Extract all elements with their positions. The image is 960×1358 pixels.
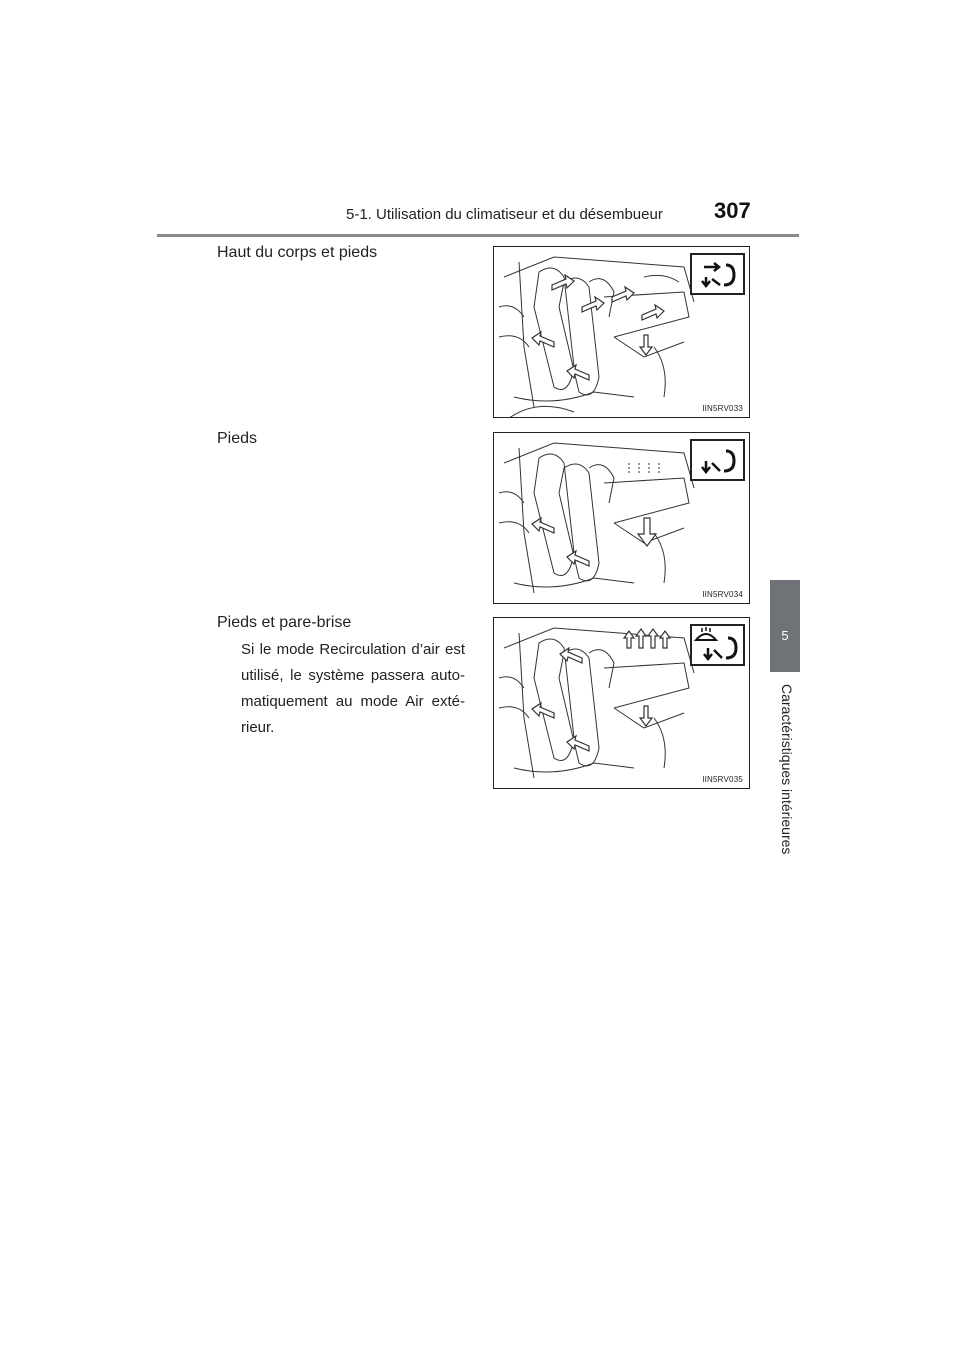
figure-feet-windshield bbox=[493, 617, 750, 789]
section-heading: Haut du corps et pieds bbox=[217, 244, 378, 261]
figure-code: IIN5RV035 bbox=[702, 775, 743, 784]
feet-and-windshield-vent-icon bbox=[690, 624, 745, 666]
chapter-label: Caractéristiques intérieures bbox=[779, 684, 795, 855]
body-paragraph: Si le mode Recirculation d’air est utilisé, le système passera auto-matiquement au mode Air exté-rieur. bbox=[241, 641, 465, 736]
page-number: 307 bbox=[714, 198, 751, 223]
section-heading: Pieds et pare-brise bbox=[217, 614, 352, 631]
figure-code: IIN5RV033 bbox=[702, 404, 743, 413]
upper-body-and-feet-vent-icon bbox=[690, 253, 745, 295]
figure-upper-body-feet bbox=[493, 246, 750, 418]
running-header: 5-1. Utilisation du climatiseur et du désembueur bbox=[346, 206, 663, 223]
chapter-tab bbox=[770, 580, 800, 672]
figure-code: IIN5RV034 bbox=[702, 590, 743, 599]
chapter-number: 5 bbox=[781, 628, 789, 643]
figure-feet bbox=[493, 432, 750, 604]
header-divider bbox=[157, 234, 799, 237]
feet-vent-icon bbox=[690, 439, 745, 481]
section-heading: Pieds bbox=[217, 430, 258, 447]
